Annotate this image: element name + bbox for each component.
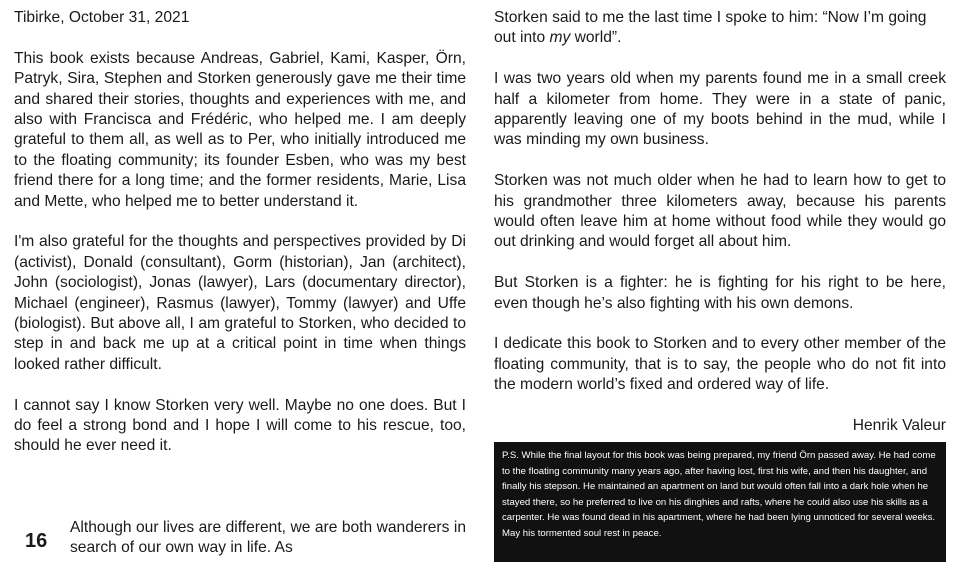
- story-paragraph: But Storken is a fighter: he is fighting for his right to be here, even though he’s also fighting with his own demons.: [494, 274, 946, 312]
- quote-emphasis: my: [549, 29, 571, 47]
- acknowledgement-paragraph: I cannot say I know Storken very well. Maybe no one does. But I do feel a strong bond and I hope I will come to his rescue, too, should he ever need it.: [14, 396, 466, 455]
- story-paragraph: I was two years old when my parents found me in a small creek half a kilometer from home. They were in a state of panic, apparently leaving one of my boots behind in the mud, while I was minding my own business.: [494, 70, 946, 149]
- quote-paragraph: [494, 8, 946, 49]
- continued-paragraph: Although our lives are different, we are both wanderers in search of our own way in life. As: [70, 519, 466, 557]
- story-paragraph: Storken was not much older when he had to learn how to get to his grandmother three kilometers away, because his parents would often leave him at home without food while they would go out drinking and would forget all about him.: [494, 172, 946, 251]
- postscript-box: P.S. While the final layout for this book was being prepared, my friend Örn passed away. He had come to the floating community many years ago, after having lost, first his wife, and then his daughter, and finally his stepson. He maintained an apartment on land but would often fall into a dark hole when he stayed there, so he preferred to live on his dinghies and rafts, where he could also use his skills as a carpenter. He was found dead in his apartment, where he had been lying unnoticed for several weeks. May his tormented soul rest in peace.: [494, 442, 946, 562]
- left-column: [14, 8, 466, 477]
- author-signature: Henrik Valeur: [852, 417, 946, 435]
- quote-text-start: Storken said to me the last time I spoke to him: “Now I’m going out into: [494, 9, 927, 47]
- right-column: [494, 8, 946, 448]
- date-line: Tibirke, October 31, 2021: [14, 9, 190, 26]
- dedication-paragraph: I dedicate this book to Storken and to every other member of the floating community, that is to say, the people who do not fit into the modern world’s fixed and ordered way of life.: [494, 335, 946, 394]
- acknowledgement-paragraph: I'm also grateful for the thoughts and perspectives provided by Di (activist), Donald (consultant), Gorm (historian), Jan (architect), John (sociologist), Jonas (lawyer), Lars (documentary director), Michael (engineer), Rasmus (lawyer), Tommy (lawyer) and Uffe (biologist). But above all, I am grateful to Storken, who decided to step in and back me up at a critical point in time when things looked rather difficult.: [14, 233, 466, 373]
- acknowledgement-paragraph: This book exists because Andreas, Gabriel, Kami, Kasper, Örn, Patryk, Sira, Stephen and Storken generously gave me their time and shared their stories, thoughts and experiences with me, and also with Francisca and Frédéric, who helped me. I am deeply grateful to them all, as well as to Per, who initially introduced me to the floating community; its founder Esben, who was my best friend there for a long time; and the former residents, Marie, Lisa and Mette, who helped me to better understand it.: [14, 49, 466, 210]
- quote-text-end: world”.: [570, 29, 622, 47]
- page-number: 16: [25, 530, 48, 552]
